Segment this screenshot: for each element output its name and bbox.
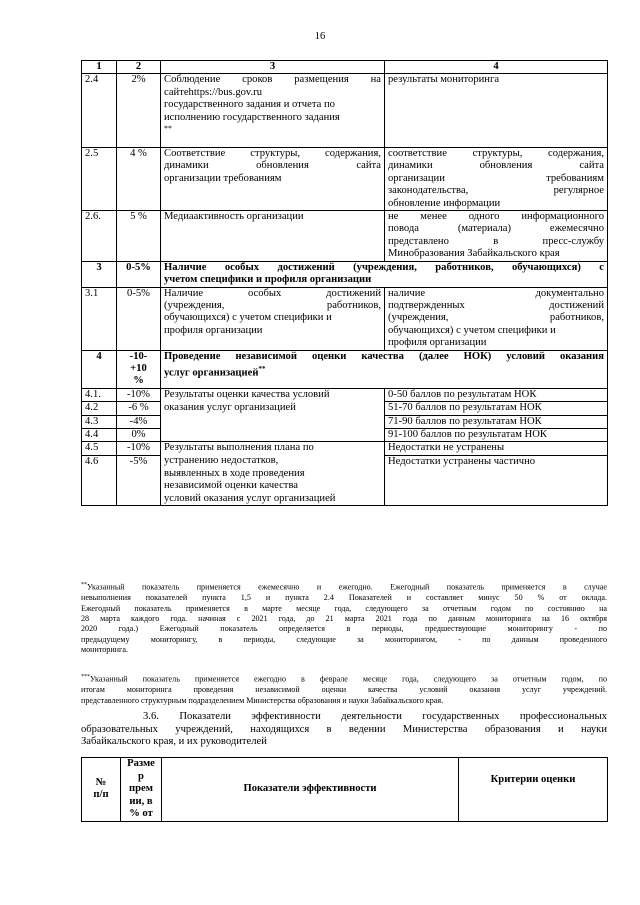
row-percent: 4 % [117, 148, 161, 211]
indicator-cell: Соответствие структуры, содержания, динамики обновления сайта организации требованиям [161, 148, 385, 211]
criteria-cell: наличие документально подтвержденных достижений (учреждения, работников, обучающихся) с учетом специфики и профиля организации [385, 287, 608, 350]
table-row [82, 402, 608, 415]
row-number: 2.6. [82, 211, 117, 262]
section-title: Проведение независимой оценки качества (далее НОК) условий оказания услуг организацией** [161, 350, 608, 388]
table-row [82, 287, 608, 350]
indicator-cell: устранению недостатков, выявленных в ходе проведения независимой оценки качества условий оказания услуг организацией [161, 455, 385, 505]
row-percent: -4% [117, 415, 161, 428]
row-number: 4.5 [82, 442, 117, 455]
criteria-cell: 91-100 баллов по результатам НОК [385, 428, 608, 441]
row-number: 3 [82, 261, 117, 287]
header-number: № п/п [82, 758, 121, 822]
criteria-cell: Недостатки не устранены [385, 442, 608, 455]
row-number: 3.1 [82, 287, 117, 350]
criteria-cell: 51-70 баллов по результатам НОК [385, 402, 608, 415]
criteria-cell: соответствие структуры, содержания, динамики обновления сайта организации требованиям законодательства, регулярное обновление информации [385, 148, 608, 211]
table-row [82, 455, 608, 505]
efficiency-table [81, 757, 608, 822]
row-number: 4.4 [82, 428, 117, 441]
section-heading: 3.6. Показатели эффективности деятельности государственных профессиональных образовательных учреждений, находящихся в ведении Министерства образования и науки Забайкальского края, и их руководителей [81, 711, 607, 748]
row-percent: -10- +10 % [117, 350, 161, 388]
header-size: Разме р прем ии, в % от [121, 758, 162, 822]
row-percent: 2% [117, 74, 161, 148]
footnote-1: **Указанный показатель применяется ежемесячно и ежегодно. Ежегодный показатель применяется в случае невыполнения показателей пункта 1,5 и пункта 2.4 Показателей и составляет минус 50 % от оклада. Ежегодный показатель применяется в марте месяце года, следующего за отчетным годом по состоянию на 28 марта каждого года. начиная с 2021 года, до 21 марта 2021 года по данным мониторинга на 16 октября 2020 года.) Ежегодный показатель определяется в периоды, предшествующие мониторингу - по предыдущему мониторингу, в периоды, следующие за мониторингом, - по данным проведенного мониторинга. [81, 582, 607, 655]
row-number: 4.6 [82, 455, 117, 505]
header-cell: 4 [385, 61, 608, 74]
table-row [82, 442, 608, 455]
header-criteria: Критерии оценки [459, 758, 608, 822]
table-row [82, 415, 608, 428]
row-number: 4.1. [82, 388, 117, 401]
header-cell: 3 [161, 61, 385, 74]
table-row [82, 388, 608, 401]
row-percent: 0% [117, 428, 161, 441]
row-percent: 5 % [117, 211, 161, 262]
indicators-table [81, 60, 608, 506]
header-row [82, 61, 608, 74]
row-number: 2.5 [82, 148, 117, 211]
criteria-cell: не менее одного информационного повода (материала) ежемесячно представлено в пресс-службу Минобразования Забайкальского края [385, 211, 608, 262]
indicator-cell: Результаты оценки качества условий [161, 388, 385, 401]
criteria-cell: 71-90 баллов по результатам НОК [385, 415, 608, 428]
indicator-cell [161, 415, 385, 428]
footnote-2: ***Указанный показатель применяется ежегодно в феврале месяце года, следующего за отчетным годом, по итогам мониторинга проведения независимой оценки качества условий оказания услуг учреждений. представленного структурным подразделением Министерства образования и науки Забайкальского края. [81, 674, 607, 705]
header-indicators: Показатели эффективности [162, 758, 459, 822]
header-cell: 2 [117, 61, 161, 74]
table-row [82, 148, 608, 211]
table-row [82, 74, 608, 148]
indicator-cell [161, 428, 385, 441]
row-percent: -5% [117, 455, 161, 505]
header-row [82, 758, 608, 822]
indicator-cell: Соблюдение сроков размещения на сайтеhttps://bus.gov.ru государственного задания и отчета по исполнению государственного задания ** [161, 74, 385, 148]
criteria-cell: результаты мониторинга [385, 74, 608, 148]
indicator-cell: оказания услуг организацией [161, 402, 385, 415]
criteria-cell: Недостатки устранены частично [385, 455, 608, 505]
row-number: 2.4 [82, 74, 117, 148]
table-row [82, 428, 608, 441]
header-cell: 1 [82, 61, 117, 74]
table-row [82, 211, 608, 262]
criteria-cell: 0-50 баллов по результатам НОК [385, 388, 608, 401]
indicator-cell: Медиаактивность организации [161, 211, 385, 262]
row-percent: -10% [117, 388, 161, 401]
row-percent: -10% [117, 442, 161, 455]
section-row [82, 261, 608, 287]
section-row [82, 350, 608, 388]
row-percent: 0-5% [117, 287, 161, 350]
row-number: 4.3 [82, 415, 117, 428]
indicator-cell: Результаты выполнения плана по [161, 442, 385, 455]
row-number: 4 [82, 350, 117, 388]
indicator-cell: Наличие особых достижений (учреждения, работников, обучающихся) с учетом специфики и профиля организации [161, 287, 385, 350]
row-percent: -6 % [117, 402, 161, 415]
section-title: Наличие особых достижений (учреждения, работников, обучающихся) с учетом специфики и профиля организации [161, 261, 608, 287]
page-number: 16 [314, 31, 326, 42]
row-percent: 0-5% [117, 261, 161, 287]
row-number: 4.2 [82, 402, 117, 415]
